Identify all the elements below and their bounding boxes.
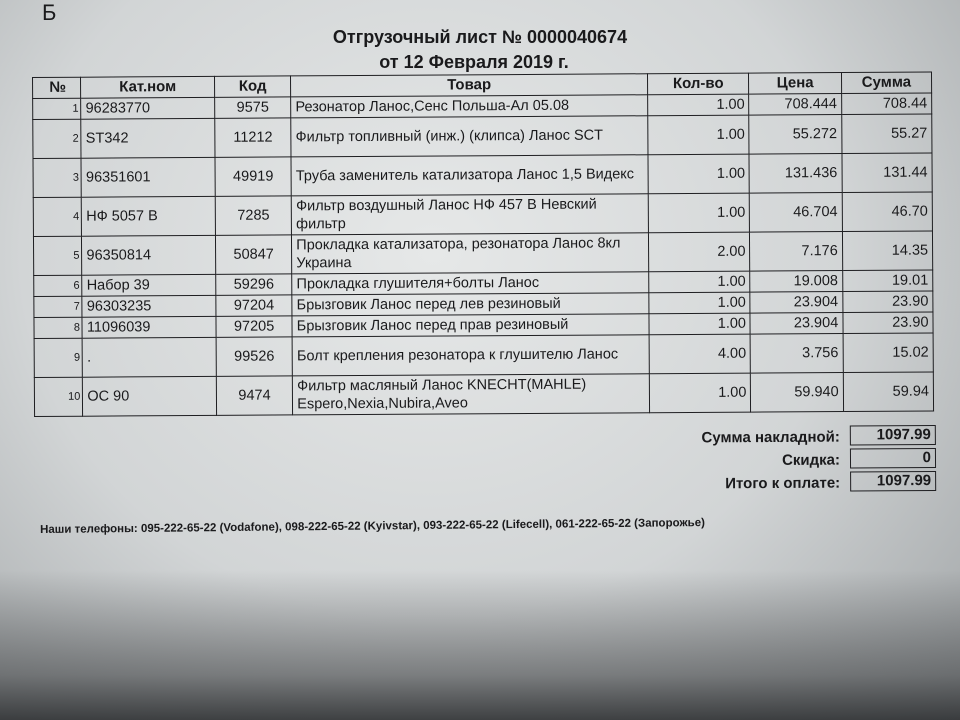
discount-value: 0 <box>850 448 936 469</box>
row-price: 708.444 <box>749 94 841 116</box>
row-catalog-number: ST342 <box>81 118 215 158</box>
row-num: 4 <box>33 197 82 236</box>
row-catalog-number: 96303235 <box>82 295 216 317</box>
row-product: Брызговик Ланос перед прав резиновый <box>292 314 649 337</box>
header-sum: Сумма <box>841 72 931 94</box>
items-table <box>32 72 934 417</box>
table-row <box>33 231 932 275</box>
row-code: 59296 <box>216 274 292 295</box>
row-price: 19.008 <box>750 271 842 293</box>
row-price: 3.756 <box>751 334 843 374</box>
row-price: 131.436 <box>749 154 841 194</box>
table-row <box>33 192 932 236</box>
row-catalog-number: 11096039 <box>82 316 216 338</box>
corner-mark: Б <box>42 0 57 25</box>
row-catalog-number: 96350814 <box>82 235 216 275</box>
row-num: 3 <box>33 158 82 197</box>
row-num: 9 <box>34 338 83 377</box>
row-product: Прокладка катализатора, резонатора Ланос 8кл Украина <box>292 233 649 274</box>
row-sum: 23.90 <box>843 291 933 313</box>
row-sum: 131.44 <box>842 153 933 193</box>
row-num: 5 <box>33 236 82 275</box>
row-catalog-number: НФ 5057 В <box>82 196 216 236</box>
row-product: Брызговик Ланос перед лев резиновый <box>292 293 649 316</box>
row-sum: 19.01 <box>842 270 932 292</box>
row-code: 50847 <box>215 235 292 274</box>
row-quantity: 1.00 <box>648 115 750 155</box>
row-catalog-number: 96351601 <box>81 157 215 197</box>
row-code: 11212 <box>215 118 292 157</box>
row-sum: 46.70 <box>842 192 933 232</box>
row-sum: 59.94 <box>843 372 934 412</box>
row-sum: 55.27 <box>841 114 932 154</box>
header-quantity: Кол-во <box>647 73 749 95</box>
invoice-sum-label: Сумма накладной: <box>701 428 840 447</box>
header-num: № <box>33 77 82 98</box>
row-code: 97204 <box>216 295 292 316</box>
row-quantity: 1.00 <box>648 193 750 233</box>
discount-label: Скидка: <box>782 451 841 469</box>
row-product: Фильтр топливный (инж.) (клипса) Ланос SCT <box>291 116 648 157</box>
row-catalog-number: OC 90 <box>83 376 217 416</box>
row-num: 8 <box>34 317 83 338</box>
row-quantity: 1.00 <box>648 94 750 116</box>
row-price: 7.176 <box>750 232 842 272</box>
row-code: 49919 <box>215 157 292 196</box>
row-code: 99526 <box>216 337 293 376</box>
row-price: 23.904 <box>750 313 842 335</box>
row-code: 9474 <box>216 376 293 415</box>
row-product: Фильтр воздушный Ланос НФ 457 В Невский фильтр <box>291 194 648 235</box>
row-num: 1 <box>33 98 82 119</box>
row-product: Резонатор Ланос,Сенс Польша-Ал 05.08 <box>291 95 648 118</box>
invoice-sum-row <box>600 425 940 450</box>
totals-block <box>600 425 940 496</box>
total-value: 1097.99 <box>850 471 936 492</box>
row-price: 55.272 <box>749 115 841 155</box>
invoice-sum-value: 1097.99 <box>850 425 936 446</box>
header-catalog-number: Кат.ном <box>81 76 215 98</box>
row-sum: 15.02 <box>843 333 934 373</box>
row-code: 9575 <box>215 97 291 118</box>
row-quantity: 1.00 <box>648 154 750 194</box>
total-row <box>600 471 940 496</box>
row-num: 10 <box>34 377 83 416</box>
row-catalog-number: . <box>82 337 216 377</box>
row-product: Фильтр масляный Ланос KNECHT(MAHLE) Espero,Nexia,Nubira,Aveo <box>293 374 650 415</box>
row-num: 7 <box>34 296 83 317</box>
row-num: 2 <box>33 119 82 158</box>
document-title: Отгрузочный лист № 0000040674 <box>332 27 628 47</box>
row-product: Прокладка глушителя+болты Ланос <box>292 272 649 295</box>
row-catalog-number: 96283770 <box>81 97 215 119</box>
row-price: 59.940 <box>751 373 843 413</box>
table-row <box>34 372 933 416</box>
row-catalog-number: Набор 39 <box>82 274 216 296</box>
row-sum: 708.44 <box>841 93 931 115</box>
row-num: 6 <box>34 275 83 296</box>
total-label: Итого к оплате: <box>725 474 841 493</box>
row-product: Труба заменитель катализатора Ланос 1,5 Видекс <box>291 155 648 196</box>
row-code: 7285 <box>215 196 292 235</box>
row-quantity: 1.00 <box>649 373 751 413</box>
row-sum: 14.35 <box>842 231 933 271</box>
row-quantity: 2.00 <box>648 232 750 272</box>
document-date: от 12 Февраля 2019 г. <box>379 52 569 72</box>
header-product: Товар <box>291 74 648 97</box>
header-price: Цена <box>749 73 841 95</box>
row-quantity: 1.00 <box>649 313 751 335</box>
row-sum: 23.90 <box>843 312 933 334</box>
header-code: Код <box>214 76 290 97</box>
row-quantity: 1.00 <box>649 271 751 293</box>
table-row <box>33 114 932 158</box>
row-price: 23.904 <box>750 292 842 314</box>
row-price: 46.704 <box>750 193 842 233</box>
phone-numbers-footer: Наши телефоны: 095-222-65-22 (Vodafone), 098-222-65-22 (Kyivstar), 093-222-65-22 (Lifecell), 061-222-65-22 (Запорожье) <box>40 517 705 536</box>
row-product: Болт крепления резонатора к глушителю Ланос <box>292 335 649 376</box>
discount-row <box>600 448 940 473</box>
table-row <box>33 153 932 197</box>
row-quantity: 4.00 <box>649 334 751 374</box>
row-code: 97205 <box>216 316 292 337</box>
row-quantity: 1.00 <box>649 292 751 314</box>
table-row <box>34 333 933 377</box>
